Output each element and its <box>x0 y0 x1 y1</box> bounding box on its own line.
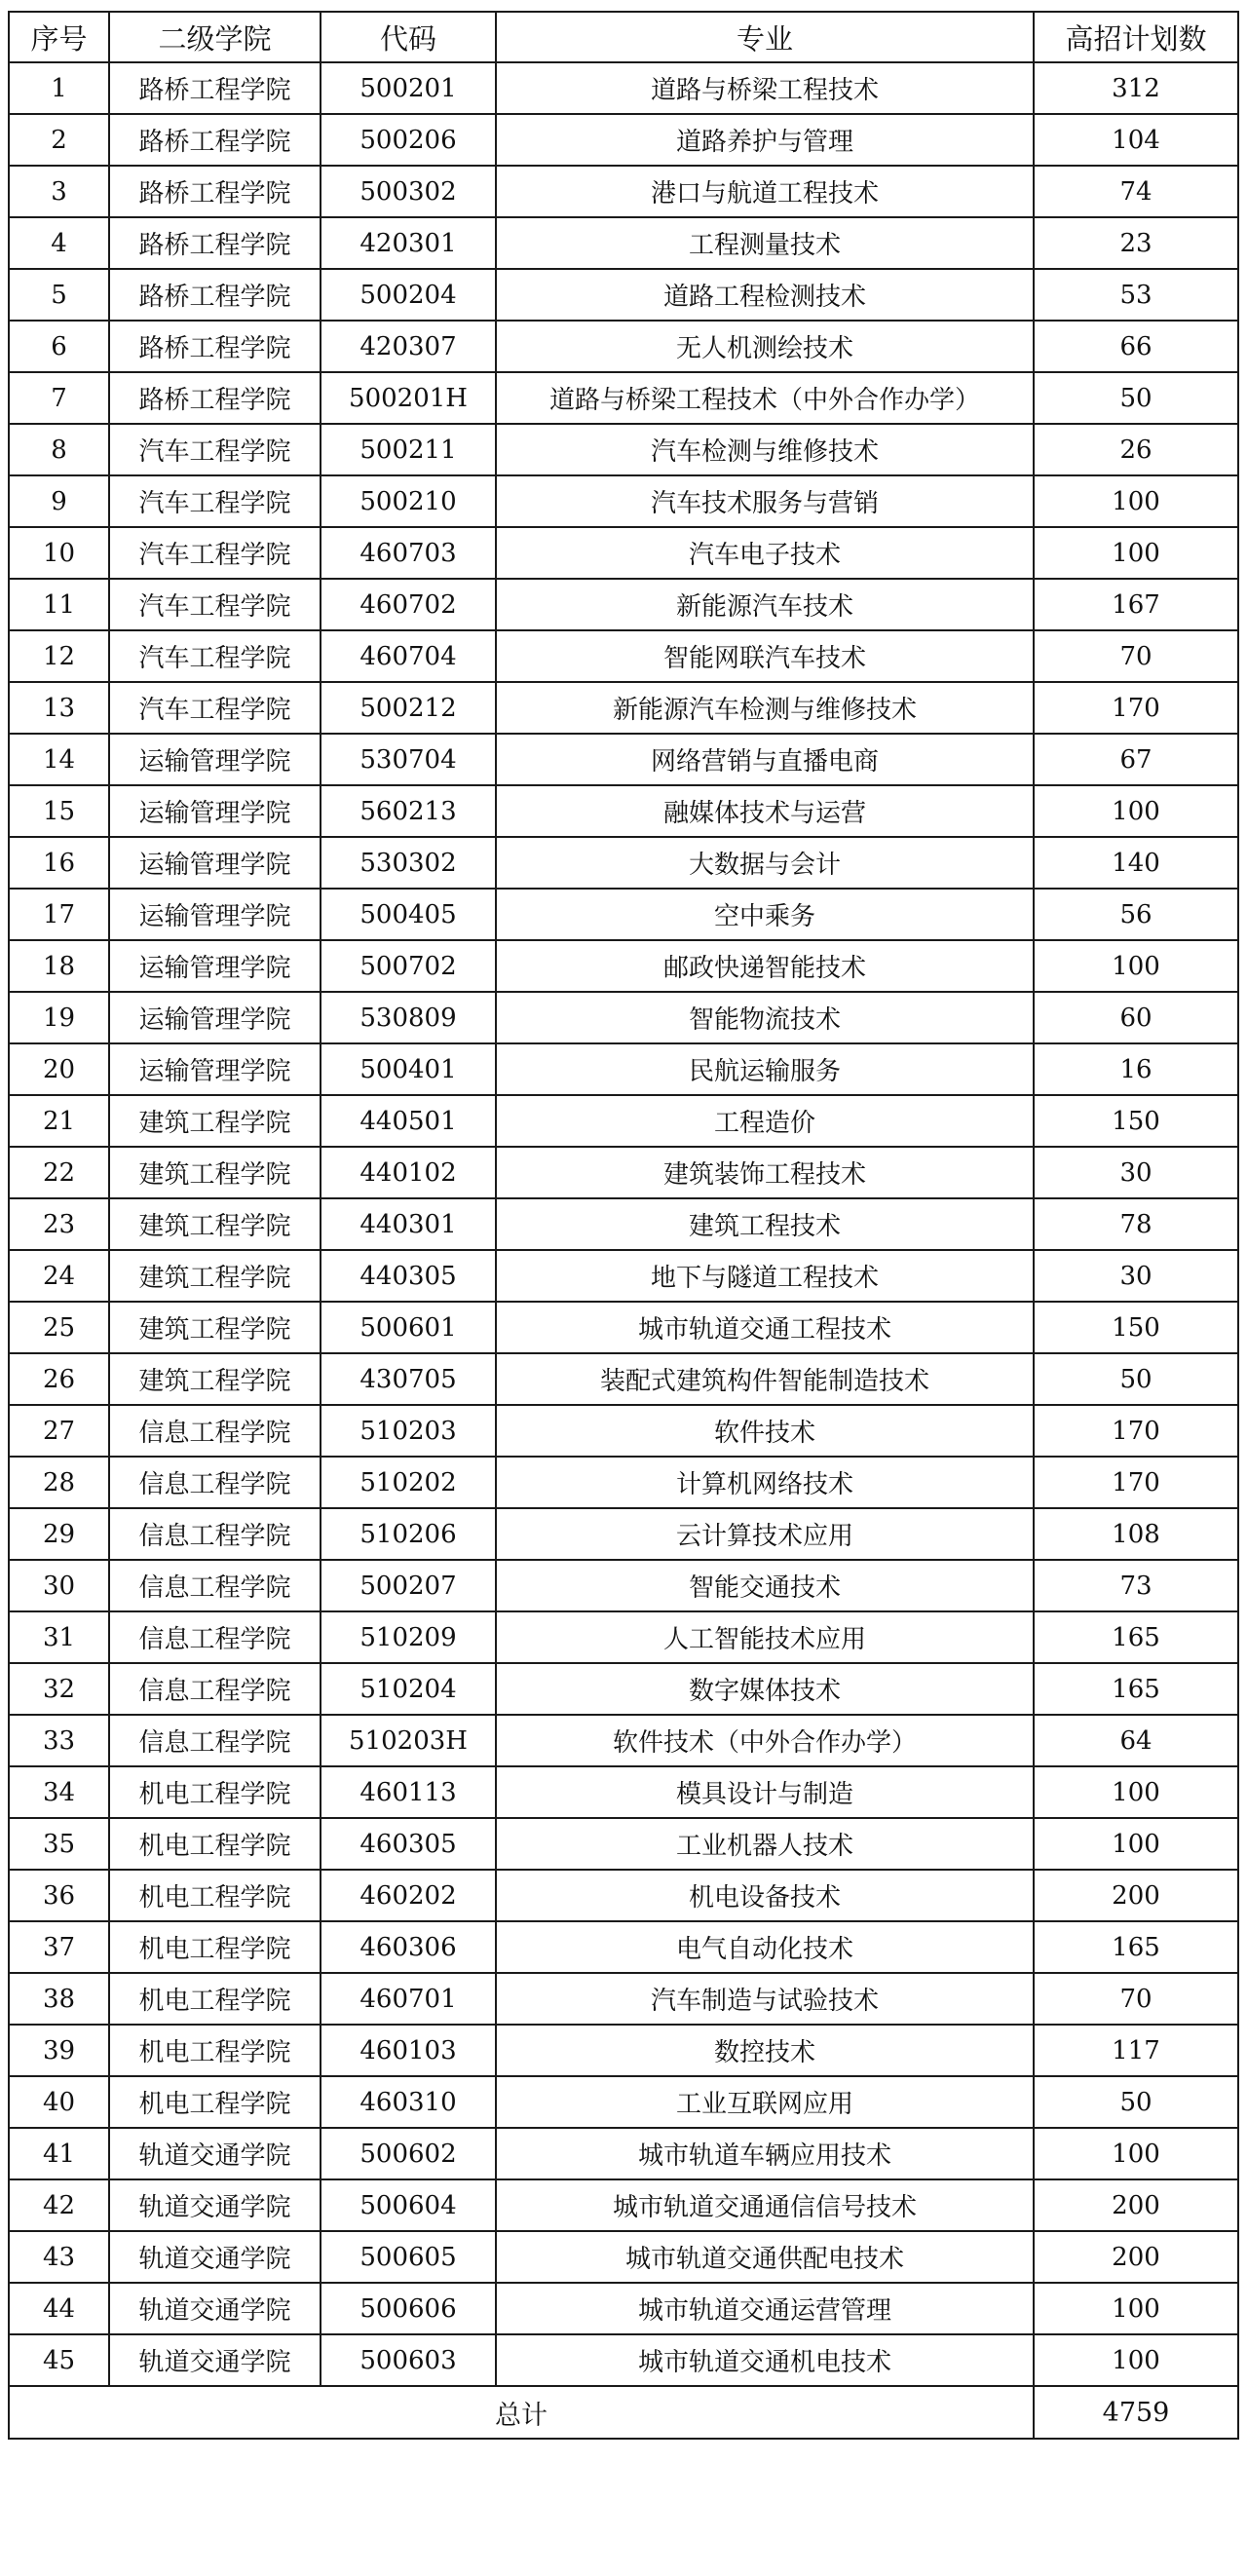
college-cell: 汽车工程学院 <box>109 424 321 475</box>
code-cell: 460113 <box>321 1766 496 1818</box>
total-value: 4759 <box>1034 2386 1238 2439</box>
major-cell: 邮政快递智能技术 <box>496 940 1034 992</box>
code-cell: 510203H <box>321 1715 496 1766</box>
code-cell: 500211 <box>321 424 496 475</box>
table-row <box>9 1198 1238 1250</box>
college-cell: 路桥工程学院 <box>109 166 321 217</box>
code-cell: 440305 <box>321 1250 496 1302</box>
table-row <box>9 1766 1238 1818</box>
plan-cell: 78 <box>1034 1198 1238 1250</box>
major-cell: 城市轨道交通通信信号技术 <box>496 2179 1034 2231</box>
plan-cell: 74 <box>1034 166 1238 217</box>
major-cell: 建筑装饰工程技术 <box>496 1147 1034 1198</box>
table-row <box>9 2025 1238 2076</box>
plan-cell: 200 <box>1034 2231 1238 2283</box>
plan-cell: 150 <box>1034 1095 1238 1147</box>
table-body <box>9 62 1238 2386</box>
college-cell: 运输管理学院 <box>109 889 321 940</box>
college-cell: 机电工程学院 <box>109 1921 321 1973</box>
table-row <box>9 424 1238 475</box>
major-cell: 汽车检测与维修技术 <box>496 424 1034 475</box>
plan-cell: 100 <box>1034 2128 1238 2179</box>
college-cell: 汽车工程学院 <box>109 527 321 579</box>
college-cell: 汽车工程学院 <box>109 579 321 630</box>
plan-cell: 104 <box>1034 114 1238 166</box>
college-cell: 机电工程学院 <box>109 1973 321 2025</box>
major-cell: 机电设备技术 <box>496 1870 1034 1921</box>
row-no-cell: 10 <box>9 527 109 579</box>
major-cell: 装配式建筑构件智能制造技术 <box>496 1353 1034 1405</box>
row-no-cell: 42 <box>9 2179 109 2231</box>
plan-cell: 30 <box>1034 1250 1238 1302</box>
plan-cell: 100 <box>1034 940 1238 992</box>
row-no-cell: 31 <box>9 1611 109 1663</box>
row-no-cell: 1 <box>9 62 109 114</box>
college-cell: 建筑工程学院 <box>109 1302 321 1353</box>
plan-cell: 26 <box>1034 424 1238 475</box>
table-header <box>9 12 1238 62</box>
plan-cell: 64 <box>1034 1715 1238 1766</box>
table-row <box>9 734 1238 785</box>
college-cell: 路桥工程学院 <box>109 217 321 269</box>
header-plan: 高招计划数 <box>1034 12 1238 62</box>
row-no-cell: 21 <box>9 1095 109 1147</box>
plan-cell: 150 <box>1034 1302 1238 1353</box>
row-no-cell: 33 <box>9 1715 109 1766</box>
code-cell: 510204 <box>321 1663 496 1715</box>
row-no-cell: 32 <box>9 1663 109 1715</box>
table-row <box>9 1405 1238 1457</box>
major-cell: 工业机器人技术 <box>496 1818 1034 1870</box>
row-no-cell: 22 <box>9 1147 109 1198</box>
college-cell: 机电工程学院 <box>109 1766 321 1818</box>
table-row <box>9 1043 1238 1095</box>
table-row <box>9 2179 1238 2231</box>
table-row <box>9 2334 1238 2386</box>
college-cell: 信息工程学院 <box>109 1457 321 1508</box>
plan-cell: 100 <box>1034 1818 1238 1870</box>
code-cell: 500405 <box>321 889 496 940</box>
plan-cell: 30 <box>1034 1147 1238 1198</box>
plan-cell: 200 <box>1034 2179 1238 2231</box>
table-row <box>9 889 1238 940</box>
table-row <box>9 1818 1238 1870</box>
code-cell: 560213 <box>321 785 496 837</box>
major-cell: 工程造价 <box>496 1095 1034 1147</box>
table-row <box>9 785 1238 837</box>
code-cell: 510209 <box>321 1611 496 1663</box>
plan-cell: 100 <box>1034 785 1238 837</box>
college-cell: 机电工程学院 <box>109 2025 321 2076</box>
row-no-cell: 12 <box>9 630 109 682</box>
major-cell: 道路与桥梁工程技术（中外合作办学） <box>496 372 1034 424</box>
row-no-cell: 38 <box>9 1973 109 2025</box>
plan-cell: 100 <box>1034 2334 1238 2386</box>
plan-cell: 70 <box>1034 630 1238 682</box>
table-row <box>9 527 1238 579</box>
major-cell: 城市轨道交通运营管理 <box>496 2283 1034 2334</box>
major-cell: 大数据与会计 <box>496 837 1034 889</box>
code-cell: 500212 <box>321 682 496 734</box>
row-no-cell: 41 <box>9 2128 109 2179</box>
code-cell: 460306 <box>321 1921 496 1973</box>
table-row <box>9 1921 1238 1973</box>
college-cell: 机电工程学院 <box>109 2076 321 2128</box>
row-no-cell: 15 <box>9 785 109 837</box>
major-cell: 模具设计与制造 <box>496 1766 1034 1818</box>
major-cell: 空中乘务 <box>496 889 1034 940</box>
college-cell: 信息工程学院 <box>109 1560 321 1611</box>
college-cell: 轨道交通学院 <box>109 2128 321 2179</box>
table-row <box>9 1147 1238 1198</box>
table-row <box>9 321 1238 372</box>
college-cell: 轨道交通学院 <box>109 2231 321 2283</box>
table-row <box>9 114 1238 166</box>
college-cell: 信息工程学院 <box>109 1508 321 1560</box>
major-cell: 城市轨道交通机电技术 <box>496 2334 1034 2386</box>
major-cell: 软件技术 <box>496 1405 1034 1457</box>
table-row <box>9 992 1238 1043</box>
total-row <box>9 2386 1238 2439</box>
row-no-cell: 19 <box>9 992 109 1043</box>
major-cell: 城市轨道交通工程技术 <box>496 1302 1034 1353</box>
code-cell: 460701 <box>321 1973 496 2025</box>
table-row <box>9 1663 1238 1715</box>
row-no-cell: 11 <box>9 579 109 630</box>
major-cell: 计算机网络技术 <box>496 1457 1034 1508</box>
row-no-cell: 43 <box>9 2231 109 2283</box>
college-cell: 路桥工程学院 <box>109 269 321 321</box>
code-cell: 420301 <box>321 217 496 269</box>
table-row <box>9 269 1238 321</box>
row-no-cell: 37 <box>9 1921 109 1973</box>
major-cell: 智能网联汽车技术 <box>496 630 1034 682</box>
code-cell: 460305 <box>321 1818 496 1870</box>
row-no-cell: 5 <box>9 269 109 321</box>
college-cell: 建筑工程学院 <box>109 1147 321 1198</box>
plan-cell: 170 <box>1034 1405 1238 1457</box>
major-cell: 云计算技术应用 <box>496 1508 1034 1560</box>
row-no-cell: 20 <box>9 1043 109 1095</box>
row-no-cell: 27 <box>9 1405 109 1457</box>
plan-cell: 165 <box>1034 1611 1238 1663</box>
row-no-cell: 30 <box>9 1560 109 1611</box>
table-row <box>9 475 1238 527</box>
college-cell: 路桥工程学院 <box>109 372 321 424</box>
code-cell: 530302 <box>321 837 496 889</box>
table-row <box>9 1250 1238 1302</box>
major-cell: 城市轨道交通供配电技术 <box>496 2231 1034 2283</box>
row-no-cell: 6 <box>9 321 109 372</box>
code-cell: 460103 <box>321 2025 496 2076</box>
row-no-cell: 4 <box>9 217 109 269</box>
table-row <box>9 2283 1238 2334</box>
plan-cell: 53 <box>1034 269 1238 321</box>
code-cell: 500207 <box>321 1560 496 1611</box>
college-cell: 信息工程学院 <box>109 1405 321 1457</box>
major-cell: 智能交通技术 <box>496 1560 1034 1611</box>
table-row <box>9 1457 1238 1508</box>
table-row <box>9 682 1238 734</box>
table-row <box>9 1508 1238 1560</box>
code-cell: 500604 <box>321 2179 496 2231</box>
plan-cell: 100 <box>1034 2283 1238 2334</box>
major-cell: 民航运输服务 <box>496 1043 1034 1095</box>
code-cell: 510206 <box>321 1508 496 1560</box>
row-no-cell: 35 <box>9 1818 109 1870</box>
total-label: 总计 <box>9 2386 1034 2439</box>
code-cell: 500206 <box>321 114 496 166</box>
table-row <box>9 1560 1238 1611</box>
college-cell: 汽车工程学院 <box>109 630 321 682</box>
college-cell: 建筑工程学院 <box>109 1250 321 1302</box>
plan-cell: 60 <box>1034 992 1238 1043</box>
row-no-cell: 8 <box>9 424 109 475</box>
major-cell: 道路养护与管理 <box>496 114 1034 166</box>
code-cell: 510202 <box>321 1457 496 1508</box>
row-no-cell: 29 <box>9 1508 109 1560</box>
header-code: 代码 <box>321 12 496 62</box>
plan-cell: 165 <box>1034 1921 1238 1973</box>
plan-cell: 16 <box>1034 1043 1238 1095</box>
table-row <box>9 62 1238 114</box>
plan-cell: 100 <box>1034 527 1238 579</box>
college-cell: 运输管理学院 <box>109 1043 321 1095</box>
major-cell: 新能源汽车技术 <box>496 579 1034 630</box>
table-row <box>9 2128 1238 2179</box>
college-cell: 运输管理学院 <box>109 940 321 992</box>
major-cell: 建筑工程技术 <box>496 1198 1034 1250</box>
college-cell: 信息工程学院 <box>109 1611 321 1663</box>
code-cell: 500602 <box>321 2128 496 2179</box>
header-major: 专业 <box>496 12 1034 62</box>
header-row <box>9 12 1238 62</box>
row-no-cell: 3 <box>9 166 109 217</box>
plan-cell: 312 <box>1034 62 1238 114</box>
code-cell: 460704 <box>321 630 496 682</box>
major-cell: 智能物流技术 <box>496 992 1034 1043</box>
code-cell: 440501 <box>321 1095 496 1147</box>
table-row <box>9 1302 1238 1353</box>
major-cell: 港口与航道工程技术 <box>496 166 1034 217</box>
plan-cell: 50 <box>1034 2076 1238 2128</box>
code-cell: 500601 <box>321 1302 496 1353</box>
college-cell: 轨道交通学院 <box>109 2334 321 2386</box>
row-no-cell: 24 <box>9 1250 109 1302</box>
row-no-cell: 14 <box>9 734 109 785</box>
college-cell: 运输管理学院 <box>109 734 321 785</box>
plan-cell: 70 <box>1034 1973 1238 2025</box>
table-row <box>9 940 1238 992</box>
major-cell: 汽车技术服务与营销 <box>496 475 1034 527</box>
major-cell: 电气自动化技术 <box>496 1921 1034 1973</box>
code-cell: 530704 <box>321 734 496 785</box>
college-cell: 机电工程学院 <box>109 1870 321 1921</box>
row-no-cell: 36 <box>9 1870 109 1921</box>
plan-cell: 67 <box>1034 734 1238 785</box>
row-no-cell: 39 <box>9 2025 109 2076</box>
enrollment-plan-table <box>8 11 1239 2440</box>
code-cell: 510203 <box>321 1405 496 1457</box>
plan-cell: 56 <box>1034 889 1238 940</box>
plan-cell: 50 <box>1034 372 1238 424</box>
plan-cell: 140 <box>1034 837 1238 889</box>
code-cell: 440301 <box>321 1198 496 1250</box>
code-cell: 500606 <box>321 2283 496 2334</box>
major-cell: 融媒体技术与运营 <box>496 785 1034 837</box>
college-cell: 汽车工程学院 <box>109 682 321 734</box>
college-cell: 建筑工程学院 <box>109 1353 321 1405</box>
college-cell: 路桥工程学院 <box>109 62 321 114</box>
plan-cell: 73 <box>1034 1560 1238 1611</box>
table-row <box>9 1870 1238 1921</box>
major-cell: 汽车电子技术 <box>496 527 1034 579</box>
table-row <box>9 2076 1238 2128</box>
plan-cell: 108 <box>1034 1508 1238 1560</box>
plan-cell: 167 <box>1034 579 1238 630</box>
major-cell: 道路与桥梁工程技术 <box>496 62 1034 114</box>
code-cell: 440102 <box>321 1147 496 1198</box>
code-cell: 500201H <box>321 372 496 424</box>
code-cell: 500603 <box>321 2334 496 2386</box>
row-no-cell: 23 <box>9 1198 109 1250</box>
plan-cell: 66 <box>1034 321 1238 372</box>
major-cell: 工程测量技术 <box>496 217 1034 269</box>
plan-cell: 23 <box>1034 217 1238 269</box>
plan-cell: 117 <box>1034 2025 1238 2076</box>
college-cell: 信息工程学院 <box>109 1663 321 1715</box>
code-cell: 420307 <box>321 321 496 372</box>
college-cell: 路桥工程学院 <box>109 114 321 166</box>
table-row <box>9 837 1238 889</box>
row-no-cell: 26 <box>9 1353 109 1405</box>
row-no-cell: 16 <box>9 837 109 889</box>
college-cell: 信息工程学院 <box>109 1715 321 1766</box>
plan-cell: 50 <box>1034 1353 1238 1405</box>
code-cell: 500401 <box>321 1043 496 1095</box>
code-cell: 500605 <box>321 2231 496 2283</box>
code-cell: 460703 <box>321 527 496 579</box>
header-college: 二级学院 <box>109 12 321 62</box>
code-cell: 500702 <box>321 940 496 992</box>
code-cell: 500302 <box>321 166 496 217</box>
row-no-cell: 34 <box>9 1766 109 1818</box>
row-no-cell: 40 <box>9 2076 109 2128</box>
table-row <box>9 1353 1238 1405</box>
row-no-cell: 45 <box>9 2334 109 2386</box>
major-cell: 数控技术 <box>496 2025 1034 2076</box>
college-cell: 运输管理学院 <box>109 992 321 1043</box>
major-cell: 数字媒体技术 <box>496 1663 1034 1715</box>
college-cell: 运输管理学院 <box>109 785 321 837</box>
plan-cell: 165 <box>1034 1663 1238 1715</box>
code-cell: 500204 <box>321 269 496 321</box>
table-row <box>9 579 1238 630</box>
code-cell: 500210 <box>321 475 496 527</box>
row-no-cell: 44 <box>9 2283 109 2334</box>
major-cell: 无人机测绘技术 <box>496 321 1034 372</box>
major-cell: 人工智能技术应用 <box>496 1611 1034 1663</box>
header-no: 序号 <box>9 12 109 62</box>
major-cell: 城市轨道车辆应用技术 <box>496 2128 1034 2179</box>
table-row <box>9 1973 1238 2025</box>
college-cell: 汽车工程学院 <box>109 475 321 527</box>
table-row <box>9 166 1238 217</box>
code-cell: 460702 <box>321 579 496 630</box>
plan-cell: 100 <box>1034 475 1238 527</box>
table-row <box>9 1611 1238 1663</box>
table-row <box>9 1715 1238 1766</box>
college-cell: 运输管理学院 <box>109 837 321 889</box>
row-no-cell: 2 <box>9 114 109 166</box>
plan-cell: 200 <box>1034 1870 1238 1921</box>
row-no-cell: 13 <box>9 682 109 734</box>
row-no-cell: 9 <box>9 475 109 527</box>
table-row <box>9 1095 1238 1147</box>
row-no-cell: 18 <box>9 940 109 992</box>
table-row <box>9 372 1238 424</box>
plan-cell: 170 <box>1034 682 1238 734</box>
table-row <box>9 2231 1238 2283</box>
college-cell: 建筑工程学院 <box>109 1198 321 1250</box>
college-cell: 路桥工程学院 <box>109 321 321 372</box>
major-cell: 汽车制造与试验技术 <box>496 1973 1034 2025</box>
college-cell: 轨道交通学院 <box>109 2179 321 2231</box>
major-cell: 软件技术（中外合作办学） <box>496 1715 1034 1766</box>
row-no-cell: 7 <box>9 372 109 424</box>
code-cell: 460202 <box>321 1870 496 1921</box>
major-cell: 道路工程检测技术 <box>496 269 1034 321</box>
row-no-cell: 28 <box>9 1457 109 1508</box>
row-no-cell: 25 <box>9 1302 109 1353</box>
code-cell: 500201 <box>321 62 496 114</box>
major-cell: 新能源汽车检测与维修技术 <box>496 682 1034 734</box>
code-cell: 430705 <box>321 1353 496 1405</box>
table-row <box>9 630 1238 682</box>
college-cell: 建筑工程学院 <box>109 1095 321 1147</box>
table-row <box>9 217 1238 269</box>
table-footer <box>9 2386 1238 2439</box>
major-cell: 工业互联网应用 <box>496 2076 1034 2128</box>
college-cell: 机电工程学院 <box>109 1818 321 1870</box>
code-cell: 530809 <box>321 992 496 1043</box>
college-cell: 轨道交通学院 <box>109 2283 321 2334</box>
plan-cell: 170 <box>1034 1457 1238 1508</box>
code-cell: 460310 <box>321 2076 496 2128</box>
plan-cell: 100 <box>1034 1766 1238 1818</box>
major-cell: 地下与隧道工程技术 <box>496 1250 1034 1302</box>
major-cell: 网络营销与直播电商 <box>496 734 1034 785</box>
row-no-cell: 17 <box>9 889 109 940</box>
